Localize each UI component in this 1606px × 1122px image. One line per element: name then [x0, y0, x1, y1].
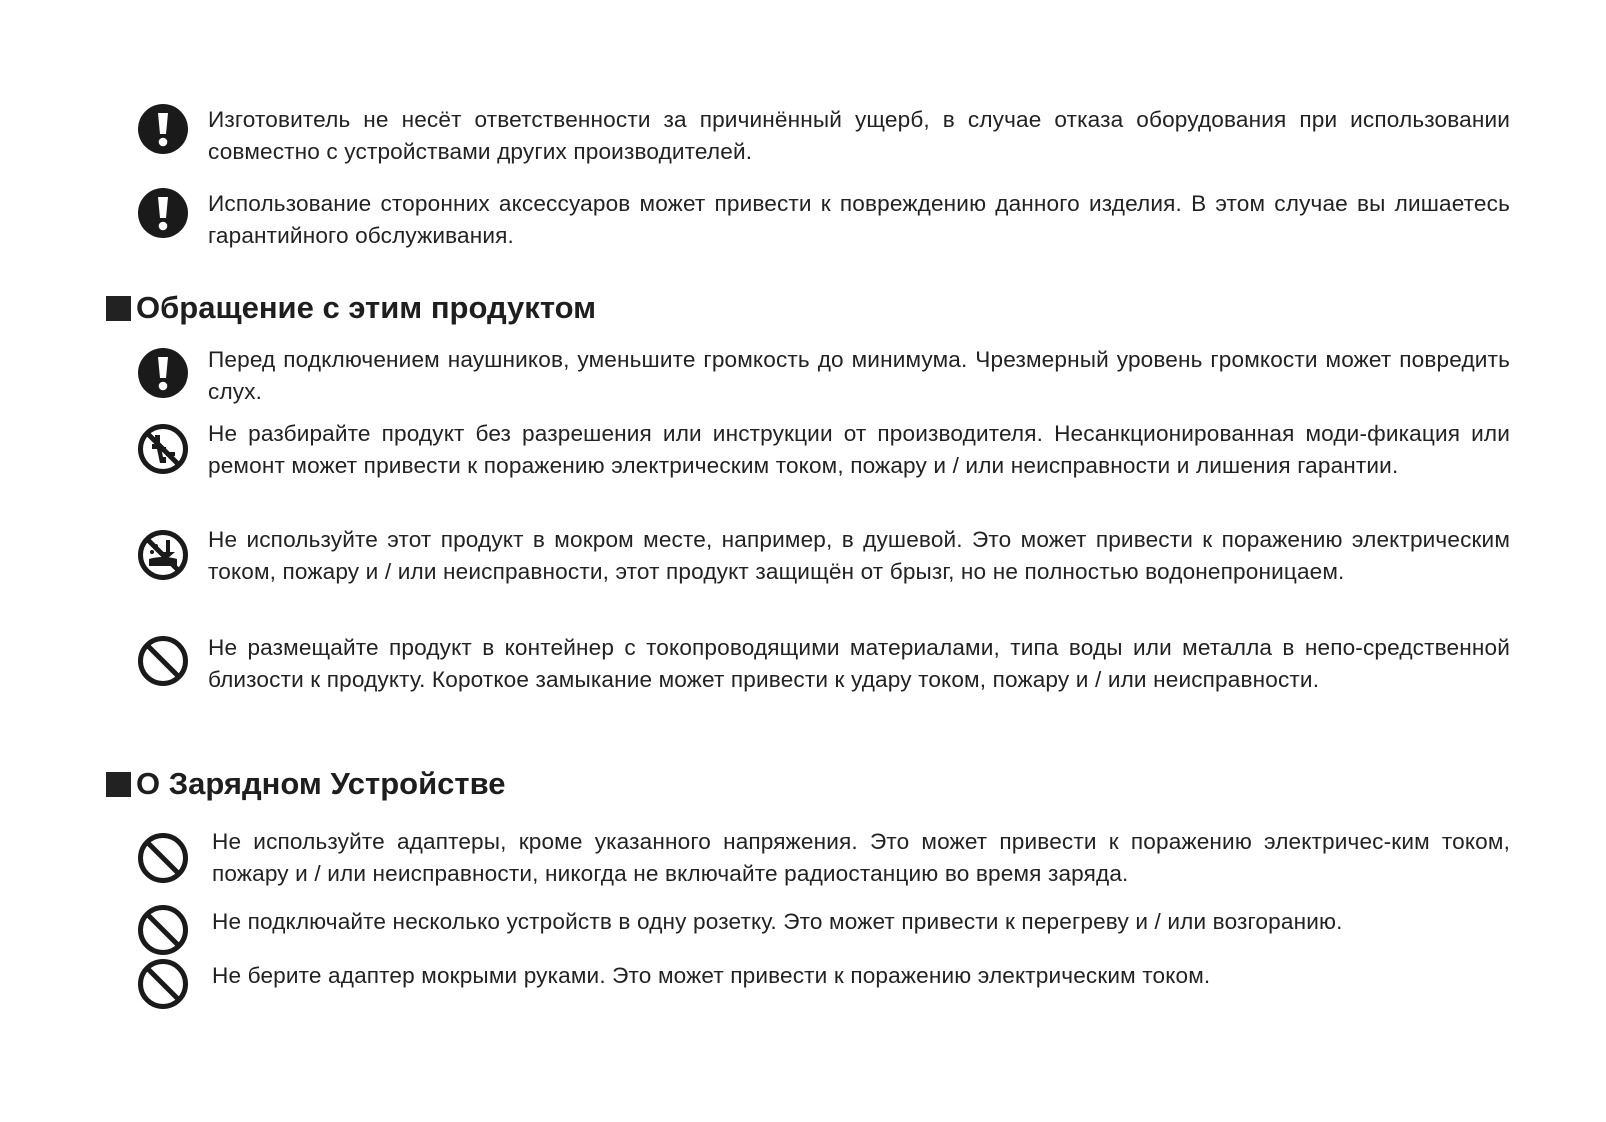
square-bullet-icon: [106, 772, 131, 797]
exclamation-icon: [136, 102, 190, 156]
warning-text: Не подключайте несколько устройств в одну розетку. Это может привести к перегреву и / или возгоранию.: [212, 909, 1343, 934]
warning-text: Не размещайте продукт в контейнер с токопроводящими материалами, типа воды или металла в непо-средственной близости к продукту. Короткое замыкание может привести к удару током, пожару и / или неисправности.: [208, 635, 1510, 692]
prohibited-icon: [136, 957, 190, 1011]
no-wet-place-icon: [136, 528, 190, 582]
warning-text: Перед подключением наушников, уменьшите громкость до минимума. Чрезмерный уровень громкости может повредить слух.: [208, 347, 1510, 404]
section-title: О Зарядном Устройстве: [136, 766, 506, 801]
warning-text: Не используйте этот продукт в мокром месте, например, в душевой. Это может привести к поражению электрическим током, пожару и / или неисправности, этот продукт защищён от брызг, но не полностью водонепроницаем.: [208, 527, 1510, 584]
warning-text: Не используйте адаптеры, кроме указанного напряжения. Это может привести к поражению электричес-ким током, пожару и / или неисправности, никогда не включайте радиостанцию во время заряда.: [212, 829, 1510, 886]
section-heading: [106, 288, 596, 328]
warning-text: Изготовитель не несёт ответственности за причинённый ущерб, в случае отказа оборудования при использовании совместно с устройствами других производителей.: [208, 107, 1510, 164]
prohibited-icon: [136, 634, 190, 688]
section-title: Обращение с этим продуктом: [136, 290, 597, 325]
no-disassemble-icon: [136, 422, 190, 476]
exclamation-icon: [136, 346, 190, 400]
prohibited-icon: [136, 831, 190, 885]
warning-text: Не разбирайте продукт без разрешения или инструкции от производителя. Несанкционированная моди-фикация или ремонт может привести к поражению электрическим током, пожару и / или неисправности и лишения гарантии.: [208, 421, 1510, 478]
warning-text: Не берите адаптер мокрыми руками. Это может привести к поражению электрическим током.: [212, 963, 1211, 988]
prohibited-icon: [136, 903, 190, 957]
square-bullet-icon: [106, 296, 131, 321]
section-heading: [106, 764, 505, 804]
exclamation-icon: [136, 186, 190, 240]
warning-text: Использование сторонних аксессуаров может привести к повреждению данного изделия. В этом случае вы лишаетесь гарантийного обслуживания.: [208, 191, 1510, 248]
